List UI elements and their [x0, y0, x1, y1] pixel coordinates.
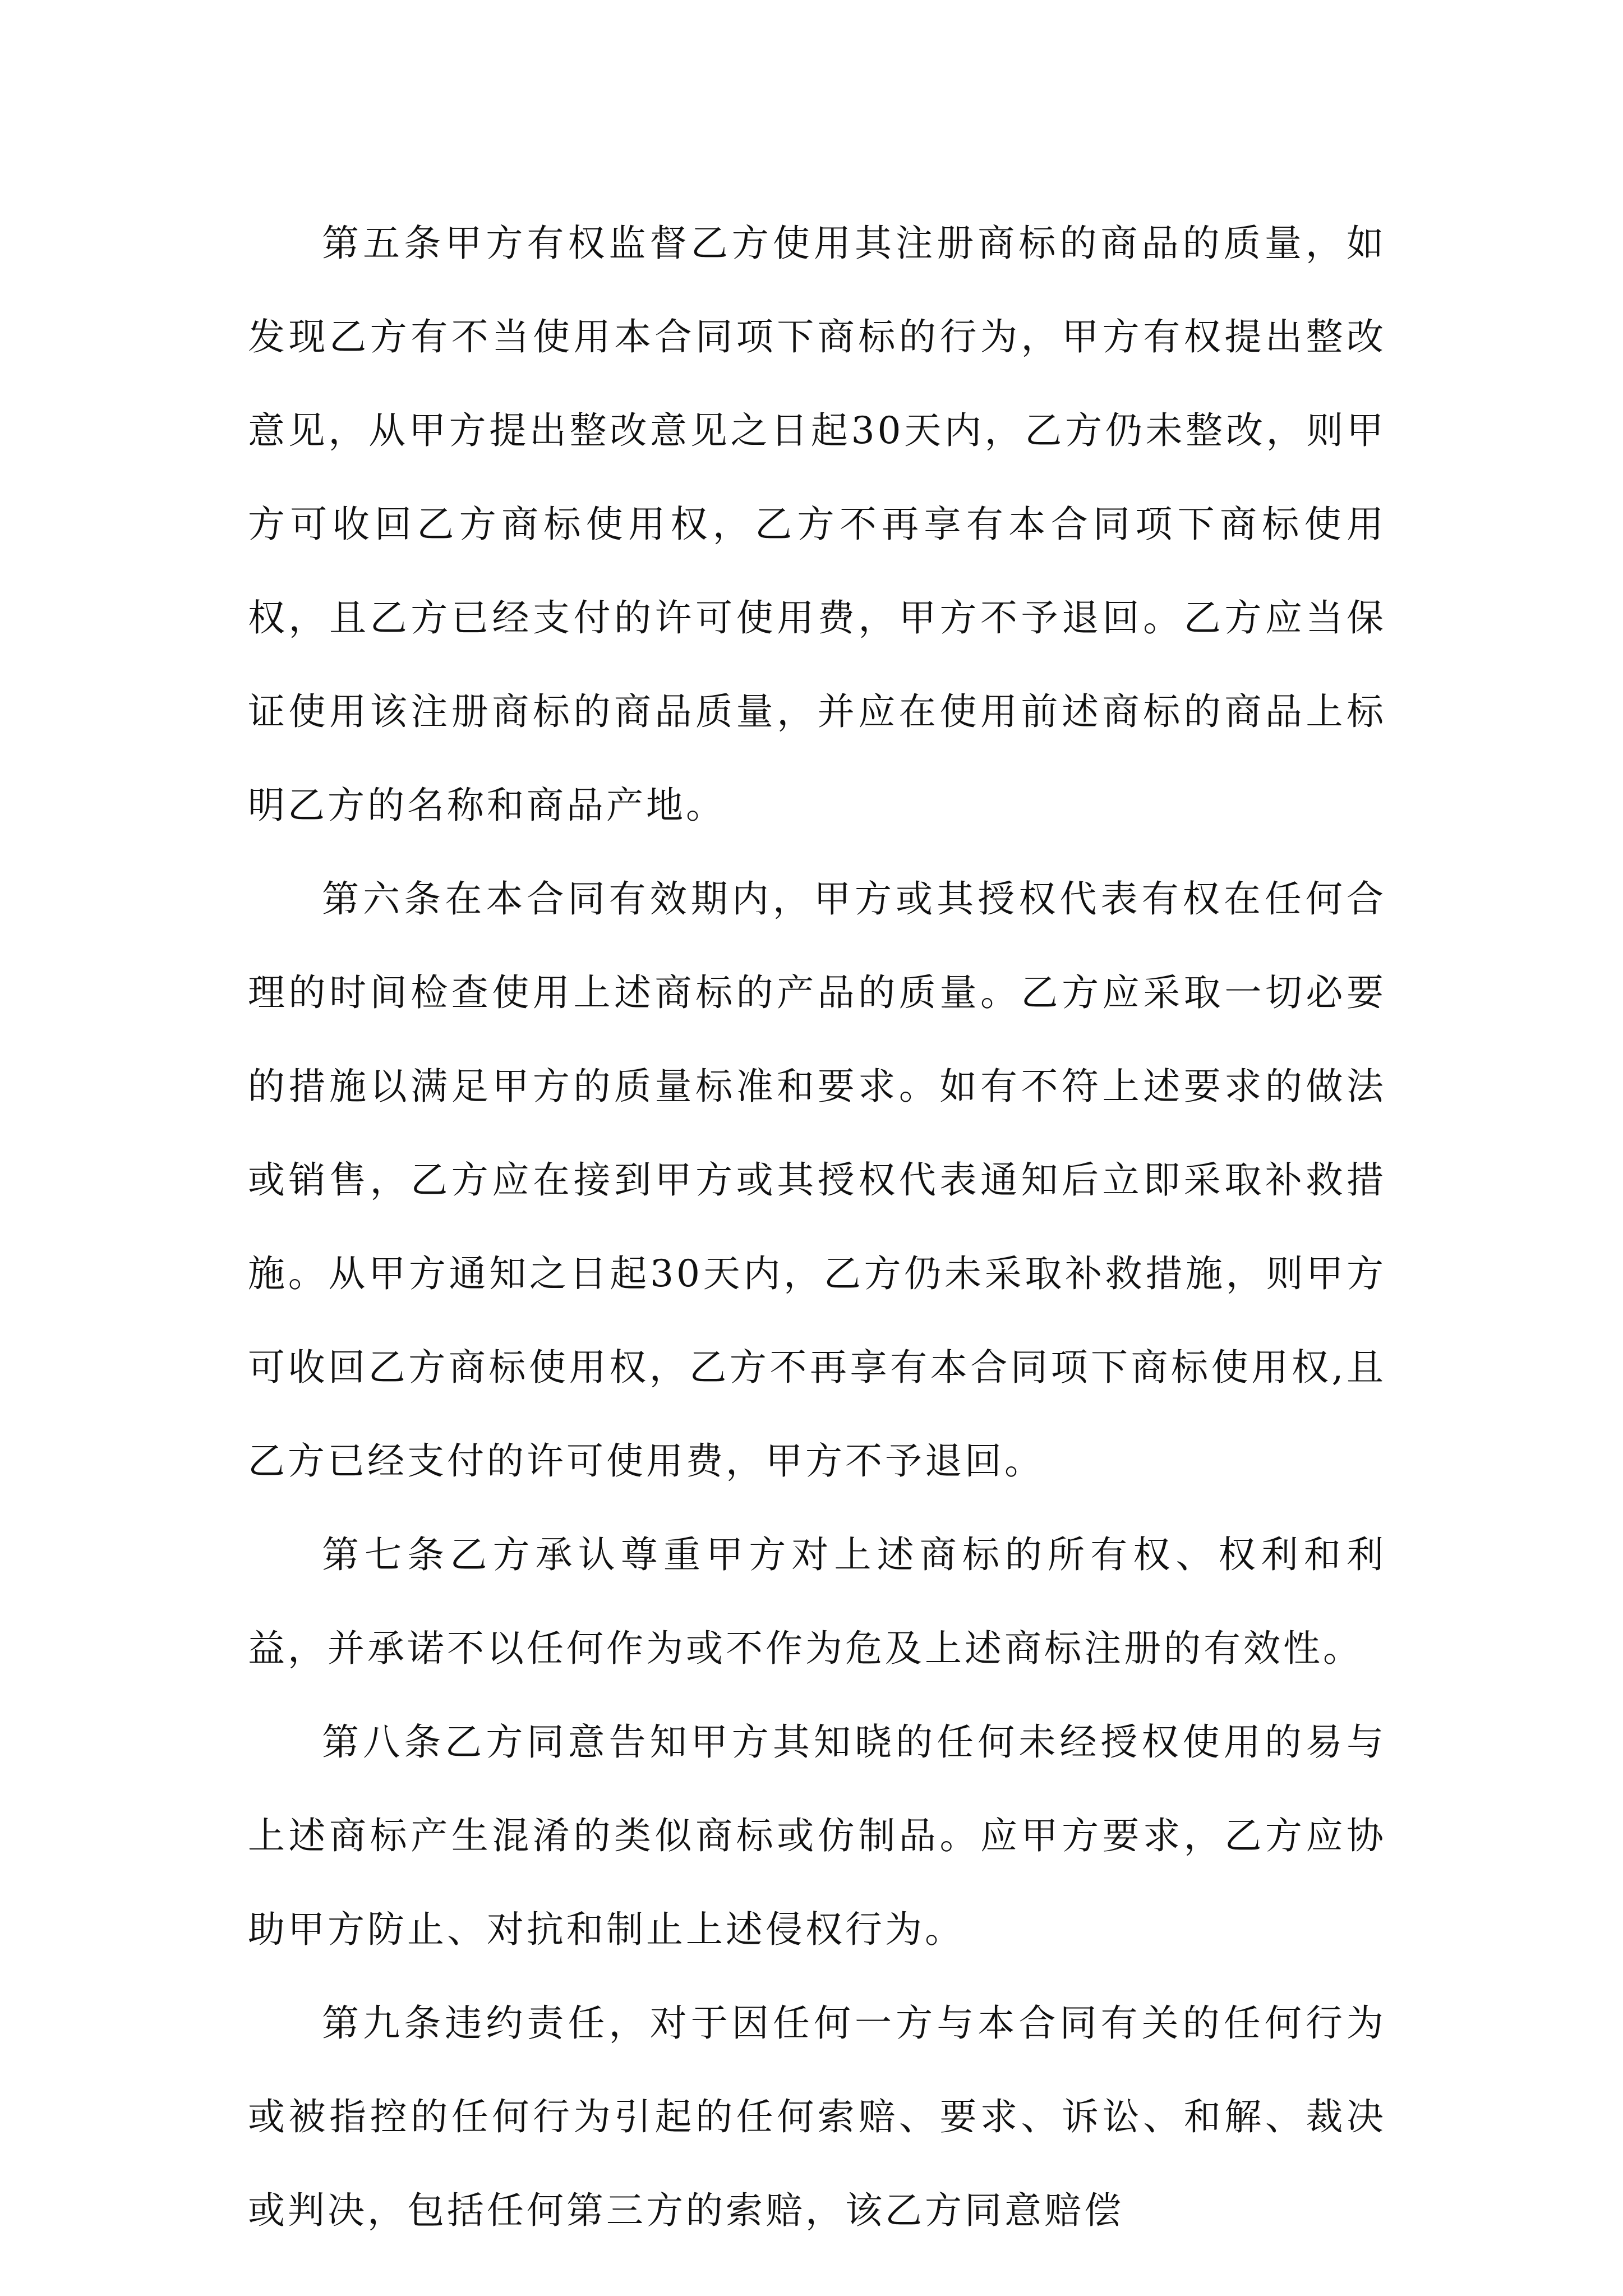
article-5-paragraph: 第五条甲方有权监督乙方使用其注册商标的商品的质量，如发现乙方有不当使用本合同项下商标的行为，甲方有权提出整改意见，从甲方提出整改意见之日起30天内，乙方仍未整改，则甲方可收回乙方商标使用权，乙方不再享有本合同项下商标使用权，且乙方已经支付的许可使用费，甲方不予退回。乙方应当保证使用该注册商标的商品质量，并应在使用前述商标的商品上标明乙方的名称和商品产地。 — [248, 222, 1386, 827]
document-body — [248, 196, 1386, 2257]
article-8-paragraph: 第八条乙方同意告知甲方其知晓的任何未经授权使用的易与上述商标产生混淆的类似商标或仿制品。应甲方要求，乙方应协助甲方防止、对抗和制止上述侵权行为。 — [248, 1720, 1386, 1951]
article-7-paragraph: 第七条乙方承认尊重甲方对上述商标的所有权、权利和利益，并承诺不以任何作为或不作为危及上述商标注册的有效性。 — [248, 1533, 1386, 1670]
article-6-paragraph: 第六条在本合同有效期内，甲方或其授权代表有权在任何合理的时间检查使用上述商标的产品的质量。乙方应采取一切必要的措施以满足甲方的质量标准和要求。如有不符上述要求的做法或销售，乙方应在接到甲方或其授权代表通知后立即采取补救措施。从甲方通知之日起30天内，乙方仍未采取补救措施，则甲方可收回乙方商标使用权，乙方不再享有本合同项下商标使用权,且乙方已经支付的许可使用费，甲方不予退回。 — [248, 877, 1386, 1483]
article-9-paragraph: 第九条违约责任，对于因任何一方与本合同有关的任何行为或被指控的任何行为引起的任何索赔、要求、诉讼、和解、裁决或判决，包括任何第三方的索赔，该乙方同意赔偿 — [248, 2001, 1386, 2232]
